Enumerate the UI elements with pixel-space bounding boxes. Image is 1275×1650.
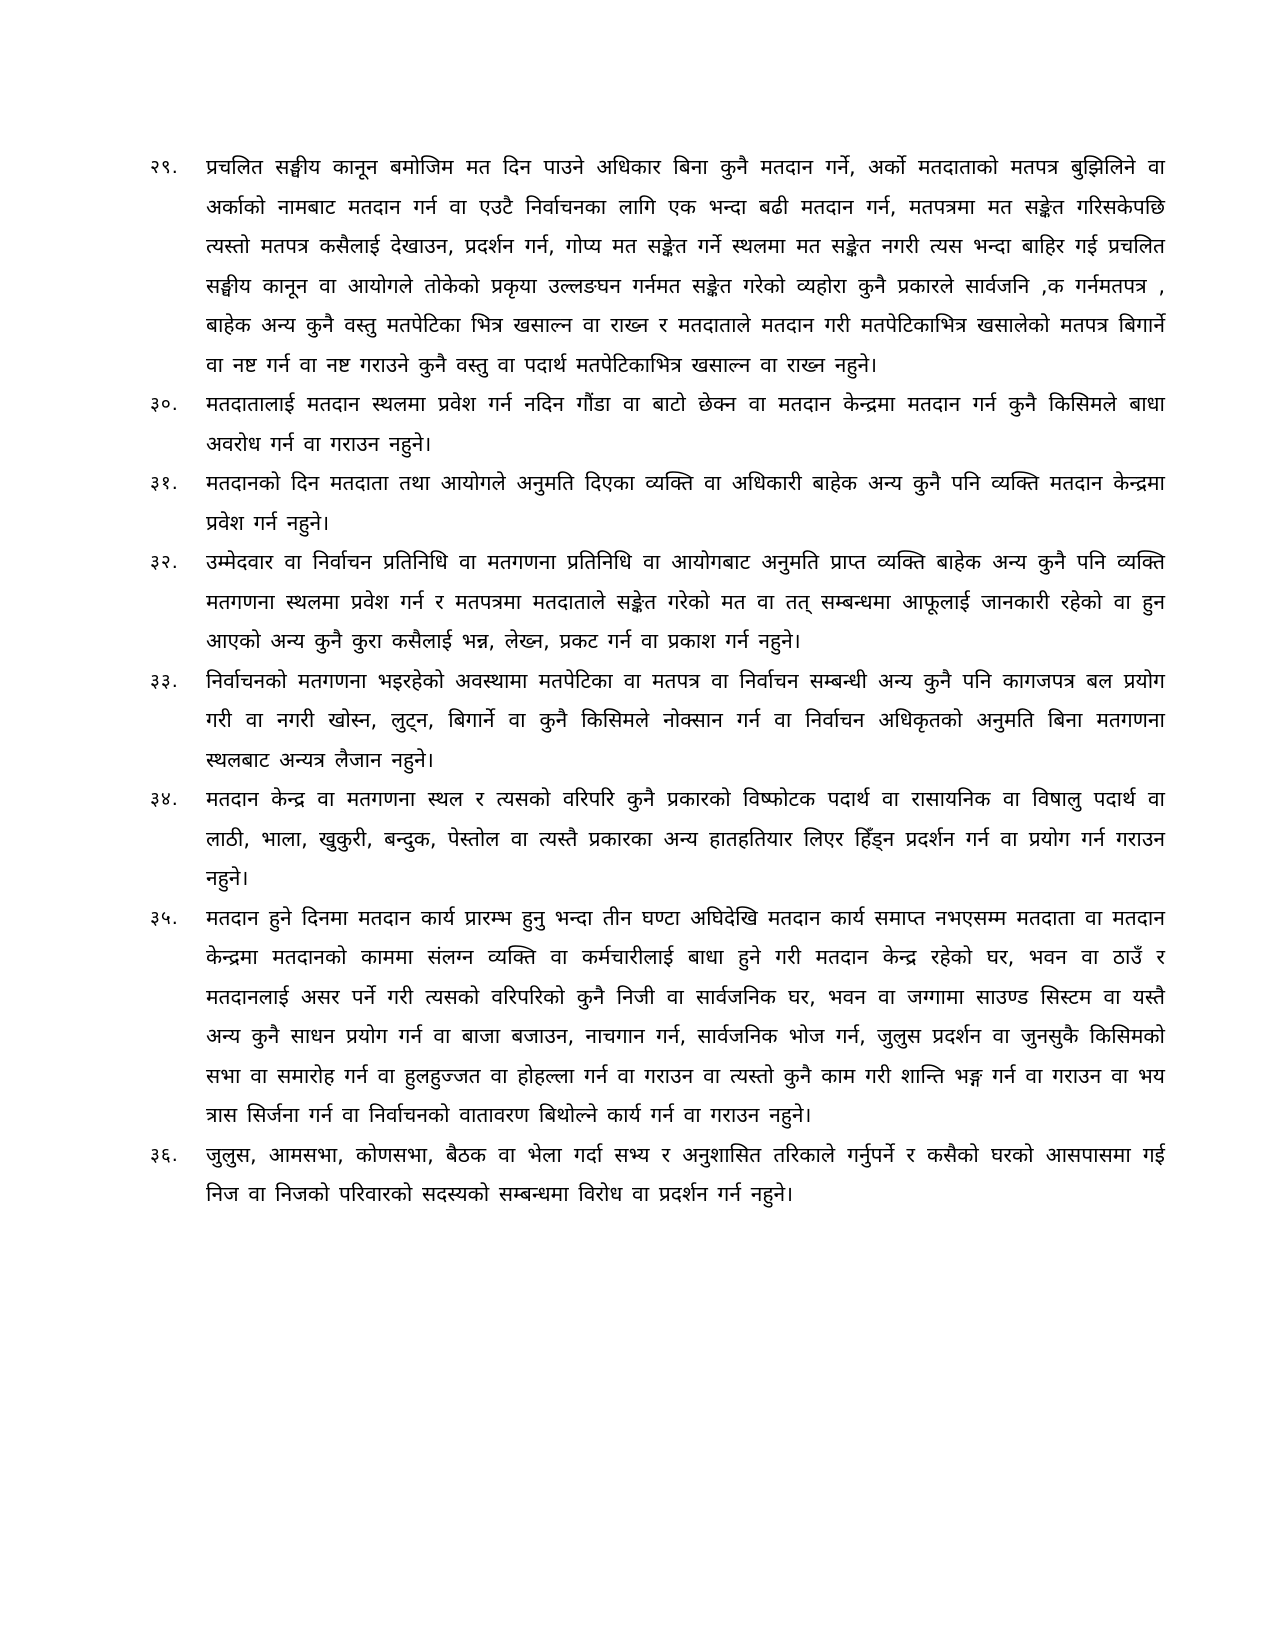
clause-30 — [150, 385, 1165, 464]
clause-35 — [150, 899, 1165, 1136]
clause-33 — [150, 662, 1165, 781]
clause-text: मतदानको दिन मतदाता तथा आयोगले अनुमति दिएका व्यक्ति वा अधिकारी बाहेक अन्य कुनै पनि व्यक्ति मतदान केन्द्रमा प्रवेश गर्न नहुने। — [206, 471, 1165, 535]
clause-text: मतदान केन्द्र वा मतगणना स्थल र त्यसको वरिपरि कुनै प्रकारको विष्फोटक पदार्थ वा रासायनिक वा विषालु पदार्थ वा लाठी, भाला, खुकुरी, बन्दुक, पेस्तोल वा त्यस्तै प्रकारका अन्य हातहतियार लिएर हिँड्न प्रदर्शन गर्न वा प्रयोग गर्न गराउन नहुने। — [206, 787, 1165, 890]
clause-number: ३३. — [150, 669, 179, 692]
clause-number: ३१. — [150, 472, 179, 494]
clause-text: जुलुस, आमसभा, कोणसभा, बैठक वा भेला गर्दा सभ्य र अनुशासित तरिकाले गर्नुपर्ने र कसैको घरको आसपासमा गई निज वा निजको परिवारको सदस्यको सम्बन्धमा विरोध वा प्रदर्शन गर्न नहुने। — [206, 1142, 1165, 1206]
clause-number: ३०. — [150, 393, 179, 415]
clause-31 — [150, 464, 1165, 543]
clause-text: उम्मेदवार वा निर्वाचन प्रतिनिधि वा मतगणना प्रतिनिधि वा आयोगबाट अनुमति प्राप्त व्यक्ति बाहेक अन्य कुनै पनि व्यक्ति मतगणना स्थलमा प्रवेश गर्न र मतपत्रमा मतदाताले सङ्केत गरेको मत वा तत् सम्बन्धमा आफूलाई जानकारी रहेको वा हुन आएको अन्य कुनै कुरा कसैलाई भन्न, लेख्न, प्रकट गर्न वा प्रकाश गर्न नहुने। — [206, 550, 1165, 653]
clause-number: ३२. — [150, 551, 179, 573]
clause-number: २९. — [150, 156, 179, 178]
clause-32 — [150, 543, 1165, 662]
clause-36 — [150, 1136, 1165, 1215]
clause-text: मतदातालाई मतदान स्थलमा प्रवेश गर्न नदिन गौंडा वा बाटो छेक्न वा मतदान केन्द्रमा मतदान गर्न कुनै किसिमले बाधा अवरोध गर्न वा गराउन नहुने। — [206, 392, 1165, 456]
clause-number: ३४. — [150, 788, 179, 810]
clause-number: ३६. — [150, 1143, 179, 1166]
clause-text: मतदान हुने दिनमा मतदान कार्य प्रारम्भ हुनु भन्दा तीन घण्टा अघिदेखि मतदान कार्य समाप्त नभएसम्म मतदाता वा मतदान केन्द्रमा मतदानको काममा संलग्न व्यक्ति वा कर्मचारीलाई बाधा हुने गरी मतदान केन्द्र रहेको घर, भवन वा ठाउँ र मतदानलाई असर पर्ने गरी त्यसको वरिपरिको कुनै निजी वा सार्वजनिक घर, भवन वा जग्गामा साउण्ड सिस्टम वा यस्तै अन्य कुनै साधन प्रयोग गर्न वा बाजा बजाउन, नाचगान गर्न, सार्वजनिक भोज गर्न, जुलुस प्रदर्शन वा जुनसुकै किसिमको सभा वा समारोह गर्न वा हुलहुज्जत वा होहल्ला गर्न वा गराउन वा त्यस्तो कुनै काम गरी शान्ति भङ्ग गर्न वा गराउन वा भय त्रास सिर्जना गर्न वा निर्वाचनको वातावरण बिथोल्ने कार्य गर्न वा गराउन नहुने। — [206, 905, 1165, 1127]
clause-number: ३५. — [150, 906, 179, 929]
clause-34 — [150, 780, 1165, 899]
clause-29 — [150, 148, 1165, 385]
clause-text: निर्वाचनको मतगणना भइरहेको अवस्थामा मतपेटिका वा मतपत्र वा निर्वाचन सम्बन्धी अन्य कुनै पनि कागजपत्र बल प्रयोग गरी वा नगरी खोस्न, लुट्न, बिगार्ने वा कुनै किसिमले नोक्सान गर्न वा निर्वाचन अधिकृतको अनुमति बिना मतगणना स्थलबाट अन्यत्र लैजान नहुने। — [206, 668, 1165, 772]
clause-text: प्रचलित सङ्घीय कानून बमोजिम मत दिन पाउने अधिकार बिना कुनै मतदान गर्ने, अर्को मतदाताको मतपत्र बुझिलिने वा अर्काको नामबाट मतदान गर्न वा एउटै निर्वाचनका लागि एक भन्दा बढी मतदान गर्न, मतपत्रमा मत सङ्केत गरिसकेपछि त्यस्तो मतपत्र कसैलाई देखाउन, प्रदर्शन गर्न, गोप्य मत सङ्केत गर्ने स्थलमा मत सङ्केत नगरी त्यस भन्दा बाहिर गई प्रचलित सङ्घीय कानून वा आयोगले तोकेको प्रकृया उल्लङघन गर्नमत सङ्केत गरेको व्यहोरा कुनै प्रकारले सार्वजनि ,क गर्नमतपत्र , बाहेक अन्य कुनै वस्तु मतपेटिका भित्र खसाल्न वा राख्न र मतदाताले मतदान गरी मतपेटिकाभित्र खसालेको मतपत्र बिगार्ने वा नष्ट गर्न वा नष्ट गराउने कुनै वस्तु वा पदार्थ मतपेटिकाभित्र खसाल्न वा राख्न नहुने। — [206, 155, 1165, 377]
